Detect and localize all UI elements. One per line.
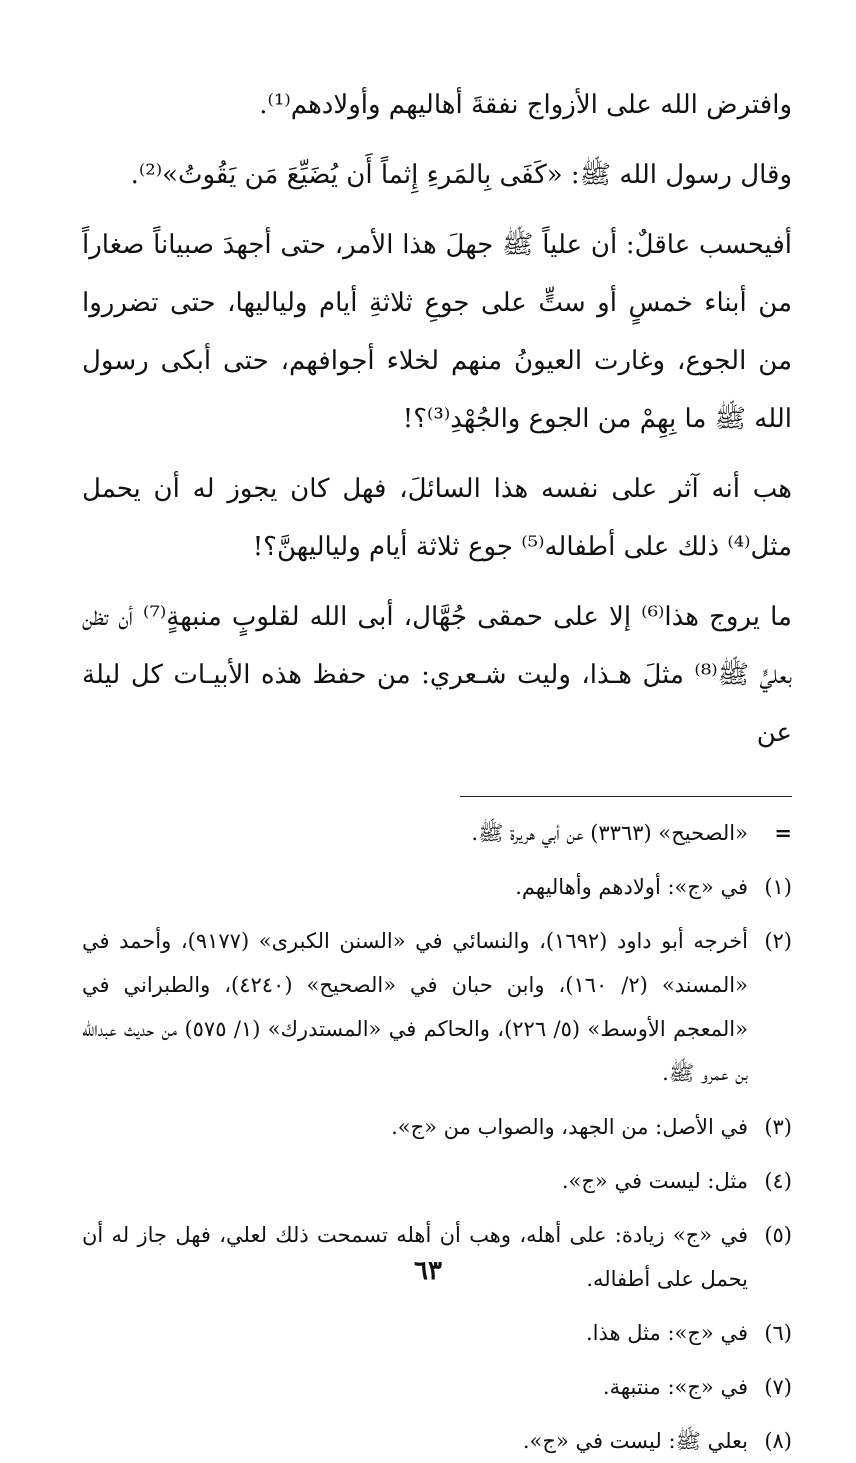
footnote-text: في «ج»: أولادهم وأهاليهم. xyxy=(515,875,748,899)
body-paragraph-3: أفيحسب عاقلٌ: أن علياً ﷺ جهلَ هذا الأمر، حتى أجهدَ صبياناً صغاراً من أبناء خمسٍ أو ستٍّ على جوعِ ثلاثةِ أيام ولياليها، حتى تضرروا من الجوع، وغارت العيونُ منهم لخلاء أجوافهم، حتى أبكى رسول الله ﷺ ما بِهِمْ من الجوع والجُهْدِ⁽³⁾؟! xyxy=(82,230,792,434)
footnote-text: بعلي ﷺ: ليست في «ج». xyxy=(522,1429,748,1453)
footnote-text: في «ج» زيادة: على أهله، وهب أن أهله تسمحت ذلك لعلي، فهل جاز له أن يحمل على أطفاله. xyxy=(82,1223,748,1291)
footnote-text: في «ج»: مثل هذا. xyxy=(586,1321,748,1345)
footnote-3 xyxy=(82,1105,792,1149)
footnote-8 xyxy=(82,1419,792,1463)
main-text xyxy=(82,76,792,762)
footnote-text: في الأصل: من الجهد، والصواب من «ج». xyxy=(391,1115,748,1139)
footnote-7 xyxy=(82,1365,792,1409)
footnotes xyxy=(82,811,792,1463)
footnote-6 xyxy=(82,1311,792,1355)
footnote-1 xyxy=(82,865,792,909)
page-number: ٦٣ xyxy=(414,1256,442,1286)
body-paragraph-4: هب أنه آثر على نفسه هذا السائلَ، فهل كان يجوز له أن يحمل مثل⁽⁴⁾ ذلك على أطفاله⁽⁵⁾ جوع ثلاثة أيام ولياليهنَّ؟! xyxy=(82,474,792,562)
footnote-number: (٧) xyxy=(764,1375,792,1399)
footnote-text: مثل: ليست في «ج». xyxy=(561,1169,748,1193)
footnote-number: = xyxy=(774,820,792,845)
footnote-continuation xyxy=(82,811,792,855)
footnote-text: أخرجه أبو داود (١٦٩٢)، والنسائي في «السنن الكبرى» (٩١٧٧)، وأحمد في «المسند» (٢/ ١٦٠)، وابن حبان في «الصحيح» (٤٢٤٠)، والطبراني في «المعجم الأوسط» (٥/ ٢٢٦)، والحاكم في «المستدرك» (١/ ٥٧٥) من حديث عبدالله بن عمرو ﷺ. xyxy=(82,929,749,1085)
body-paragraph-5: ما يروج هذا⁽⁶⁾ إلا على حمقى جُهَّال، أبى الله لقلوبٍ منبهةٍ⁽⁷⁾ أن تظن بعليٍّ ﷺ⁽⁸⁾ مثلَ هـذا، وليت شـعري: من حفظ هذه الأبيـات كل ليلة عن xyxy=(82,602,792,748)
body-paragraph-1: وافترض الله على الأزواج نفقةَ أهاليهم وأولادهم⁽¹⁾. xyxy=(259,90,792,120)
footnote-number: (١) xyxy=(764,875,792,899)
footnote-number: (٣) xyxy=(764,1115,792,1139)
footnote-separator xyxy=(460,796,792,797)
footnote-2 xyxy=(82,919,792,1095)
body-paragraph-2: وقال رسول الله ﷺ: «كَفَى بِالمَرءِ إِثماً أَن يُضَيِّعَ مَن يَقُوتُ»⁽²⁾. xyxy=(130,160,792,190)
footnote-text: في «ج»: منتبهة. xyxy=(602,1375,748,1399)
footnote-number: (٢) xyxy=(764,929,792,953)
footnote-text: «الصحيح» (٣٣٦٣) عن أبي هريرة ﷺ. xyxy=(471,821,748,845)
footnote-number: (٨) xyxy=(764,1429,792,1453)
footnote-number: (٥) xyxy=(764,1223,792,1247)
footnote-number: (٤) xyxy=(764,1169,792,1193)
footnote-number: (٦) xyxy=(764,1321,792,1345)
footnote-4 xyxy=(82,1159,792,1203)
